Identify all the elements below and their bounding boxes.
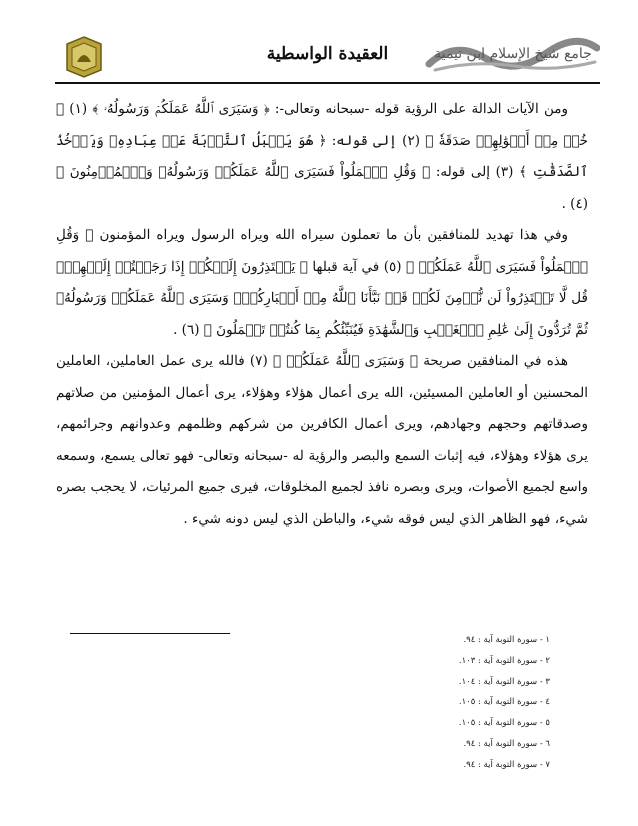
paragraph: ومن الآيات الدالة على الرؤية قوله -سبحانه وتعالى-: ﴿ وَسَيَرَى ٱللَّهُ عَمَلَكُمۡ وَرَسُولُهُۥ ﴾ (١) ﴿ خُذۡ مِنۡ أَمۡوَٰلِهِمۡ صَدَقَةٗ ﴾ (٢) إلى قوله: ﴿ هُوَ يَقۡبَلُ ٱلتَّوۡبَةَ عَنۡ عِبَادِهِۦ وَيَأۡخُذُ ٱلصَّدَقَٰتِ ﴾ (٣) إلى قوله: ﴿ وَقُلِ ٱعۡمَلُواْ فَسَيَرَى ٱللَّهُ عَمَلَكُمۡ وَرَسُولُهُۥ وَٱلۡمُؤۡمِنُونَ ﴾ (٤) . xyxy=(56,101,588,212)
footnote-item: ٥ - سورة التوبة آية : ١٠٥. xyxy=(458,718,550,729)
site-logo xyxy=(425,34,600,76)
paragraph: هذه في المنافقين صريحة ﴿ وَسَيَرَى ٱللَّهُ عَمَلَكُمۡ ﴾ (٧) فالله يرى عمل العاملين، العاملين المحسنين أو العاملين المسيئين، الله يرى أعمال هؤلاء وهؤلاء، يرى أعمال المؤمنين من صلاتهم وصدقاتهم وحجهم وجهادهم، ويرى أعمال الكافرين من شركهم وظلمهم وعدوانهم وجرائمهم، يرى هؤلاء وهؤلاء، فيه إثبات السمع والبصر والرؤية له -سبحانه وتعالى- فهو تعالى يسمع، وسمعه واسع لجميع الأصوات، ويرى وبصره نافذ لجميع المخلوقات، فيرى جميع المرئيات، لا يحجب بصره شيء، فهو الظاهر الذي ليس فوقه شيء، والباطن الذي ليس دونه شيء . xyxy=(56,353,588,527)
main-text xyxy=(56,94,588,535)
footnote-divider xyxy=(70,633,230,634)
footnote-item: ٧ - سورة التوبة آية : ٩٤. xyxy=(463,759,550,770)
footnote-item: ٤ - سورة التوبة آية : ١٠٥. xyxy=(458,697,550,708)
footnote-item: ٣ - سورة التوبة آية : ١٠٤. xyxy=(458,676,550,687)
page-header xyxy=(55,30,600,90)
header-divider xyxy=(55,82,600,84)
footnotes xyxy=(250,630,550,776)
book-title: العقيدة الواسطية xyxy=(266,44,389,64)
footnote-item: ١ - سورة التوبة آية : ٩٤. xyxy=(463,635,550,645)
footnote-item: ٢ - سورة التوبة آية : ١٠٣. xyxy=(458,655,550,666)
footnote-item: ٦ - سورة التوبة آية : ٩٤. xyxy=(463,738,550,749)
paragraph: وفي هذا تهديد للمنافقين بأن ما تعملون سيراه الله ويراه الرسول ويراه المؤمنون ﴿ وَقُلِ ٱعۡمَلُواْ فَسَيَرَى ٱللَّهُ عَمَلَكُمۡ ﴾ (٥) في آية قبلها ﴿ يَعۡتَذِرُونَ إِلَيۡكُمۡ إِذَا رَجَعۡتُمۡ إِلَيۡهِمۡۚ قُل لَّا تَعۡتَذِرُواْ لَن نُّؤۡمِنَ لَكُمۡ قَدۡ نَبَّأَنَا ٱللَّهُ مِنۡ أَخۡبَارِكُمۡۚ وَسَيَرَى ٱللَّهُ عَمَلَكُمۡ وَرَسُولُهُۥ ثُمَّ تُرَدُّونَ إِلَىٰ عَٰلِمِ ٱلۡغَيۡبِ وَٱلشَّهَٰدَةِ فَيُنَبِّئُكُم بِمَا كُنتُمۡ تَعۡمَلُونَ ﴾ (٦) . xyxy=(56,227,588,338)
logo-text: جامع شيخ الإسلام ابن تيمية xyxy=(434,46,592,62)
